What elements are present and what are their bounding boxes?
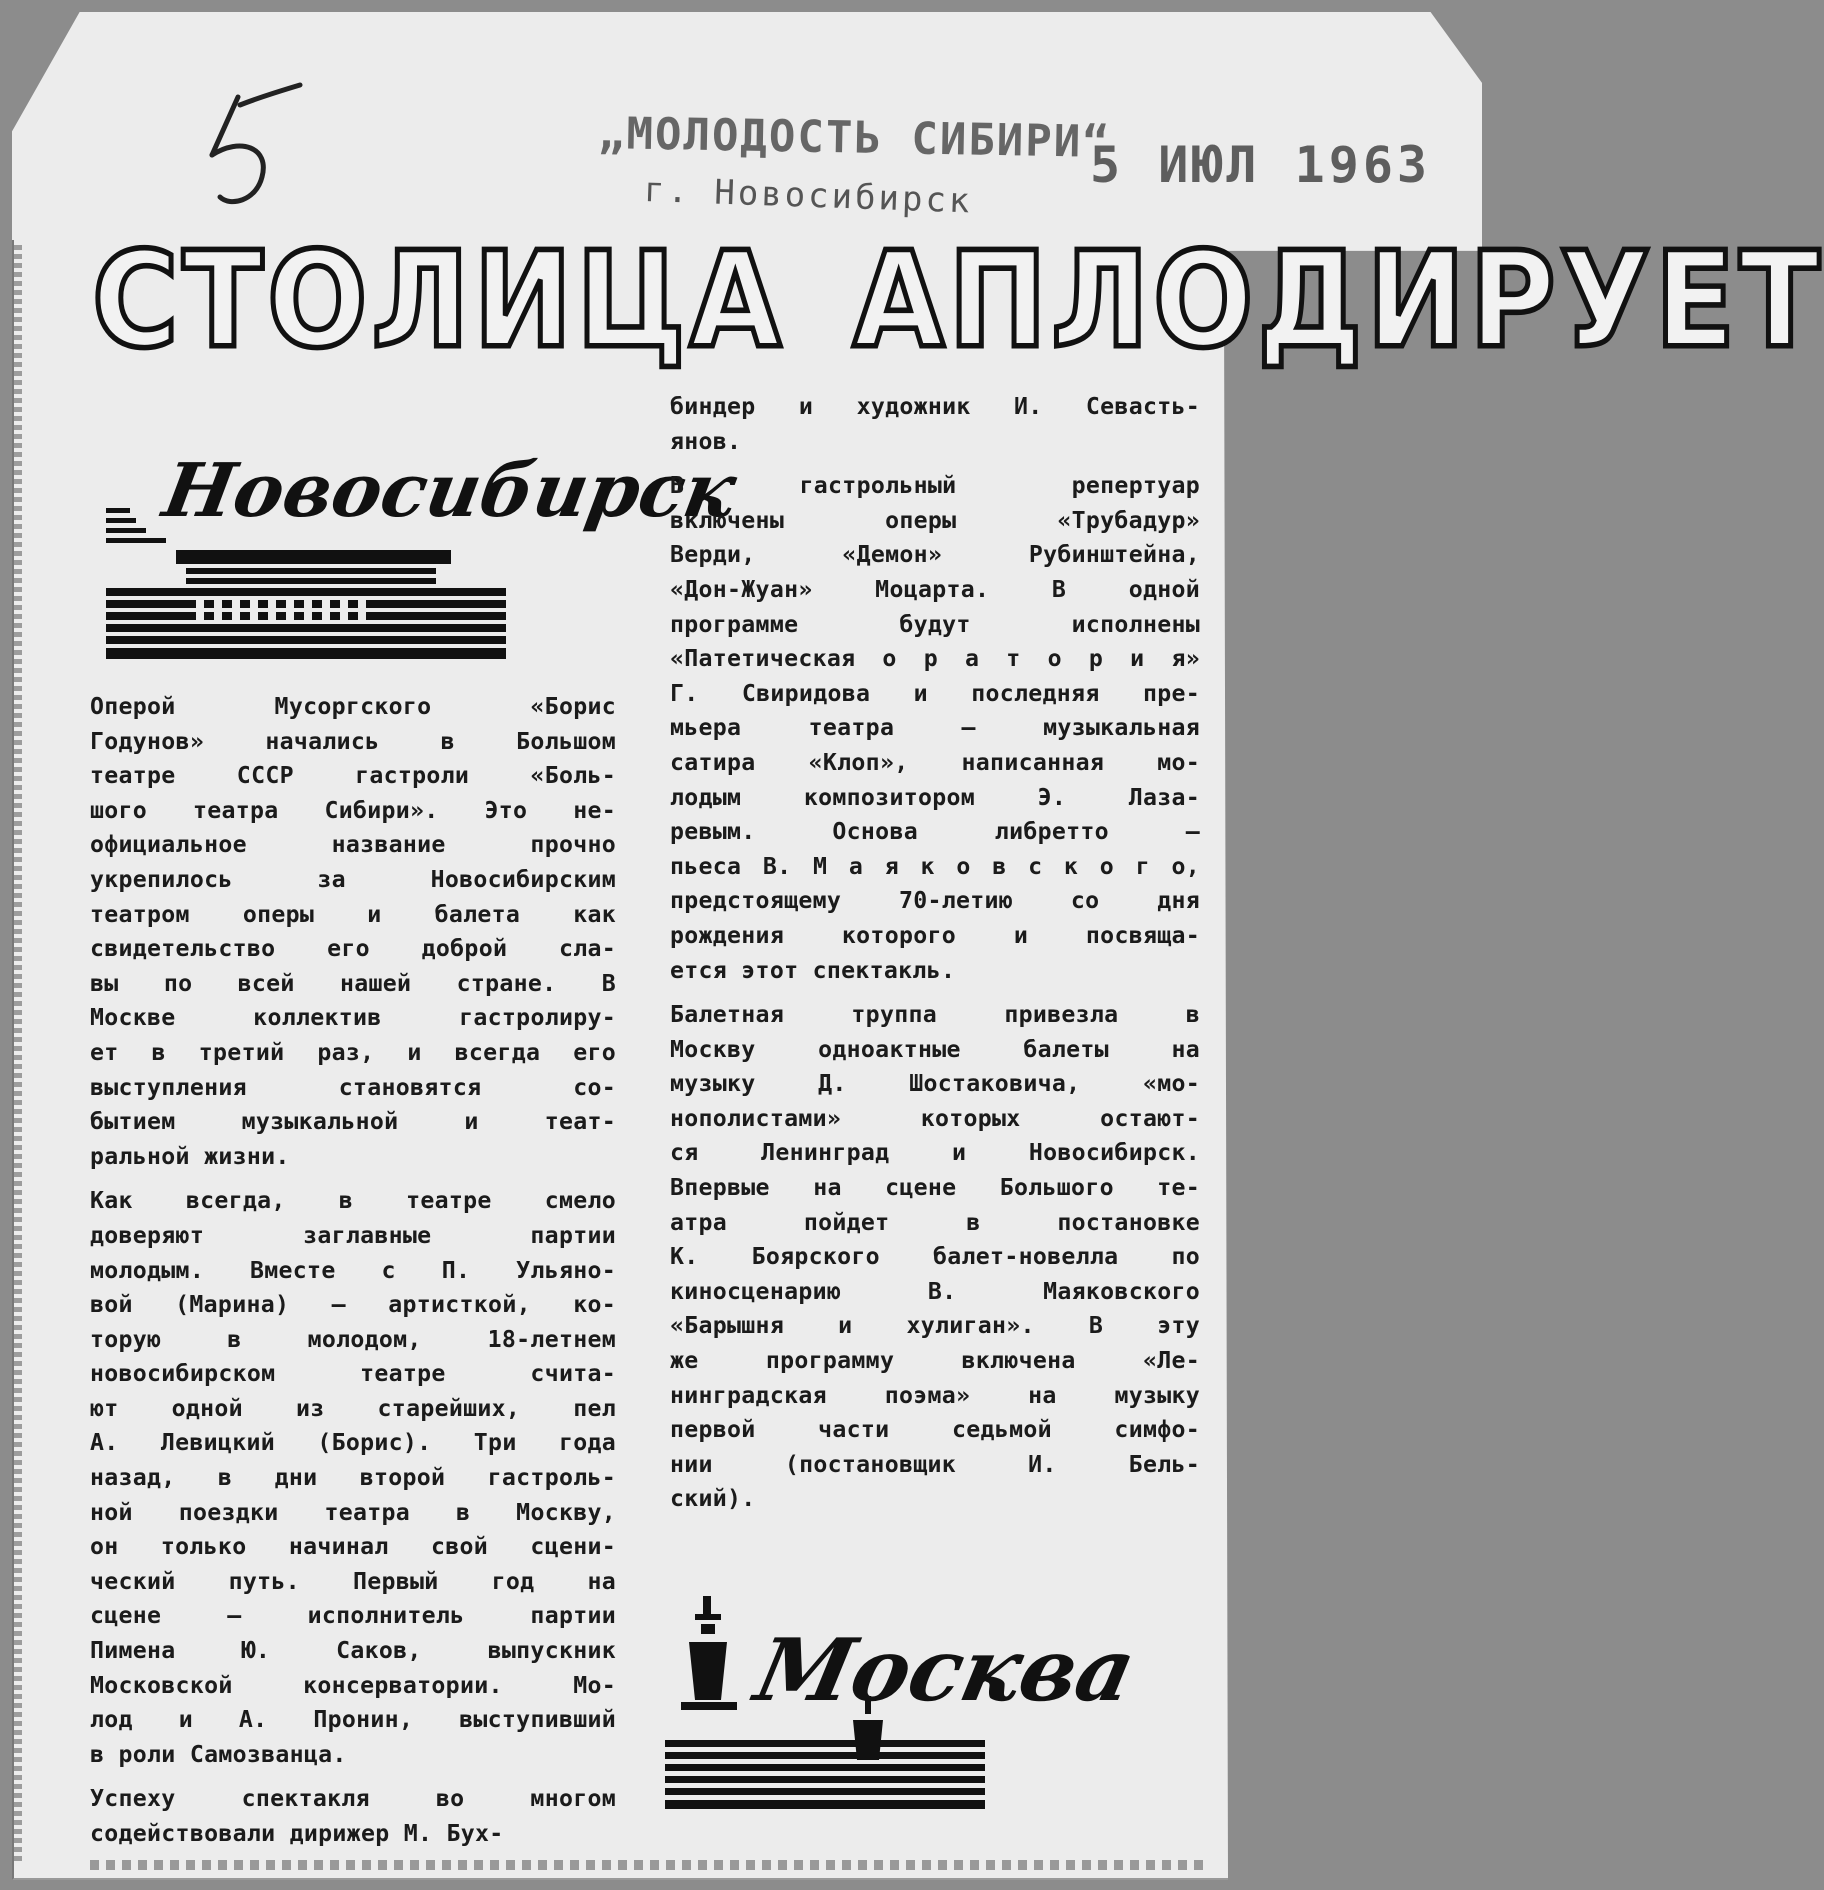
text-line: Оперой Мусоргского «Борис	[90, 693, 616, 720]
text-line: Балетная труппа привезла в	[670, 1001, 1200, 1029]
text-line: лод и А. Пронин, выступивший	[90, 1706, 616, 1734]
text-line: нинградская поэма» на музыку	[670, 1381, 1200, 1409]
text-line: В гастрольный репертуар	[670, 472, 1200, 500]
text-line: программе будут исполнены	[670, 610, 1200, 638]
text-line: торую в молодом, 18-летнем	[90, 1325, 616, 1353]
text-line: «Барышня и хулиган». В эту	[670, 1312, 1200, 1340]
moscow-logo	[665, 1590, 1195, 1820]
text-line: он только начинал свой сцени-	[90, 1533, 616, 1561]
text-line: ют одной из старейших, пел	[90, 1394, 616, 1422]
text-line: ческий путь. Первый год на	[90, 1567, 616, 1595]
text-line: музыку Д. Шостаковича, «мо-	[670, 1070, 1200, 1098]
text-line: сцене — исполнитель партии	[90, 1602, 616, 1630]
text-line: ет в третий раз, и всегда его	[90, 1038, 616, 1066]
text-line: нополистами» которых остают-	[670, 1104, 1200, 1132]
left-decorative-border	[14, 245, 22, 1865]
text-line: включены оперы «Трубадур»	[670, 506, 1200, 534]
text-line: атра пойдет в постановке	[670, 1208, 1200, 1236]
article-paragraph	[90, 690, 616, 1174]
text-line: ральной жизни.	[90, 1142, 290, 1170]
article-paragraph	[670, 469, 1200, 988]
text-line: биндер и художник И. Севасть-	[670, 393, 1200, 420]
text-line: вы по всей нашей стране. В	[90, 969, 616, 997]
text-line: же программу включена «Ле-	[670, 1347, 1200, 1375]
handwritten-number	[200, 75, 310, 210]
text-line: Как всегда, в театре смело	[90, 1187, 616, 1215]
text-line: пьеса В. М а я к о в с к о г о,	[670, 852, 1200, 880]
text-line: А. Левицкий (Борис). Три года	[90, 1429, 616, 1457]
text-line: сатира «Клоп», написанная мо-	[670, 748, 1200, 776]
text-line: содействовали дирижер М. Бух-	[90, 1820, 504, 1847]
text-line: театром оперы и балета как	[90, 900, 616, 928]
text-line: ется этот спектакль.	[670, 956, 956, 984]
article-headline	[92, 222, 1824, 378]
text-line: «Патетическая о р а т о р и я»	[670, 645, 1200, 673]
stamp-date: 5 ИЮЛ 1963	[1090, 136, 1432, 194]
text-line: Впервые на сцене Большого те-	[670, 1174, 1200, 1202]
text-line: ский).	[670, 1485, 756, 1513]
text-line: вой (Марина) — артисткой, ко-	[90, 1291, 616, 1319]
text-line: Г. Свиридова и последняя пре-	[670, 679, 1200, 707]
text-line: ревым. Основа либретто —	[670, 818, 1200, 846]
text-line: выступления становятся со-	[90, 1073, 616, 1101]
text-line: в роли Самозванца.	[90, 1740, 347, 1768]
text-line: первой части седьмой симфо-	[670, 1416, 1200, 1444]
novosibirsk-logo-word: Новосибирск	[157, 446, 743, 534]
text-line: Успеху спектакля во многом	[90, 1785, 616, 1813]
headline-part-2: АПЛОДИРУЕТ	[852, 222, 1824, 378]
bottom-decorative-border	[90, 1860, 1210, 1870]
text-line: новосибирском театре счита-	[90, 1360, 616, 1388]
text-line: Москву одноактные балеты на	[670, 1035, 1200, 1063]
text-line: бытием музыкальной и теат-	[90, 1108, 616, 1136]
article-paragraph	[670, 390, 1200, 459]
text-line: Пимена Ю. Саков, выпускник	[90, 1637, 616, 1665]
text-line: Верди, «Демон» Рубинштейна,	[670, 541, 1200, 569]
text-line: молодым. Вместе с П. Ульяно-	[90, 1256, 616, 1284]
text-line: ной поездки театра в Москву,	[90, 1498, 616, 1526]
text-line: театре СССР гастроли «Боль-	[90, 762, 616, 790]
headline-part-1: СТОЛИЦА	[92, 222, 785, 378]
text-line: свидетельство его доброй сла-	[90, 935, 616, 963]
text-line: мьера театра — музыкальная	[670, 714, 1200, 742]
text-line: Москве коллектив гастролиру-	[90, 1004, 616, 1032]
text-line: укрепилось за Новосибирским	[90, 865, 616, 893]
text-line: ся Ленинград и Новосибирск.	[670, 1139, 1200, 1167]
text-line: официальное название прочно	[90, 831, 616, 859]
text-line: «Дон-Жуан» Моцарта. В одной	[670, 575, 1200, 603]
article-paragraph	[90, 1184, 616, 1772]
article-column-right	[670, 390, 1200, 1517]
text-line: Московской консерватории. Мо-	[90, 1671, 616, 1699]
text-line: киносценарию В. Маяковского	[670, 1277, 1200, 1305]
text-line: янов.	[670, 427, 742, 455]
text-line: лодым композитором Э. Лаза-	[670, 783, 1200, 811]
text-line: нии (постановщик И. Бель-	[670, 1450, 1200, 1478]
text-line: Годунов» начались в Большом	[90, 727, 616, 755]
stamp-city: г. Новосибирск	[643, 170, 974, 222]
moscow-logo-word: Москва	[747, 1618, 1145, 1721]
article-paragraph	[90, 1782, 616, 1851]
text-line: шого театра Сибири». Это не-	[90, 796, 616, 824]
text-line: предстоящему 70-летию со дня	[670, 887, 1200, 915]
text-line: К. Боярского балет-новелла по	[670, 1243, 1200, 1271]
stamp-newspaper-name: „МОЛОДОСТЬ СИБИРИ“	[597, 108, 1112, 168]
text-line: назад, в дни второй гастроль-	[90, 1464, 616, 1492]
article-column-left	[90, 690, 616, 1852]
article-paragraph	[670, 998, 1200, 1517]
text-line: рождения которого и посвяща-	[670, 921, 1200, 949]
text-line: доверяют заглавные партии	[90, 1221, 616, 1249]
